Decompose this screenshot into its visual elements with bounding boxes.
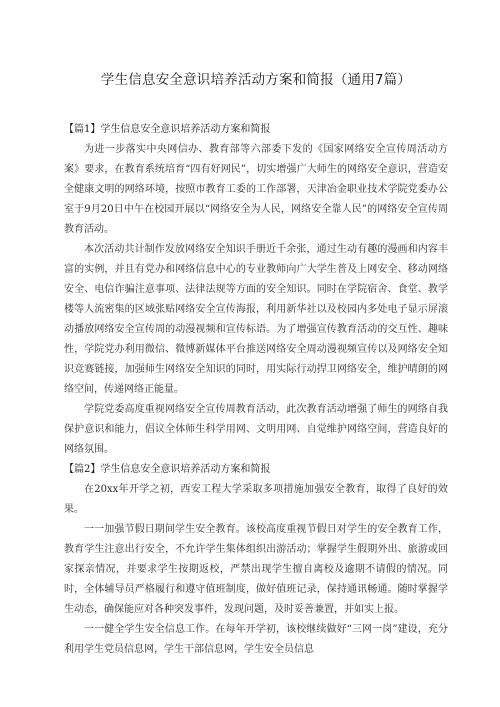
paragraph: 本次活动共计制作发放网络安全知识手册近千余张，通过生动有趣的漫画和内容丰富的实例，并且有党办和网络信息中心的专业教师向广大学生普及上网安全、移动网络安全、电信诈骗注意事项、法律法规等方面的安全知识。同时在学院宿舍、食堂、教学楼等人流密集的区域张贴网络安全宣传海报，利用新华社以及校园内多处电子显示屏滚动播放网络安全宣传周的动漫视频和宣传标语。为了增强宣传教育活动的交互性、趣味性，学院党办利用微信、微博新媒体平台推送网络安全周动漫视频宣传以及网络安全知识竞赛链接，加强师生网络安全知识的同时，用实际行动捍卫网络安全，维护晴朗的网络空间，传递网络正能量。	[64, 244, 448, 395]
paragraph: 学院党委高度重视网络安全宣传周教育活动，此次教育活动增强了师生的网络自我保护意识和能力，倡议全体师生科学用网、文明用网、自觉维护网络空间，营造良好的网络氛围。	[64, 404, 448, 455]
paragraph: 在20xx年开学之初，西安工程大学采取多项措施加强安全教育，取得了良好的效果。	[64, 484, 448, 515]
section-1	[64, 120, 448, 460]
section-2	[64, 460, 448, 660]
document-title: 学生信息安全意识培养活动方案和简报（通用7篇）	[100, 72, 412, 88]
paragraph: 一一加强节假日期间学生安全教育。该校高度重视节假日对学生的安全教育工作，教育学生注意出行安全，不允许学生集体组织出游活动；掌握学生假期外出、旅游或回家探亲情况，并要求学生按期返校，严禁出现学生擅自离校及逾期不请假的情况。同时，全体辅导员严格履行和遵守值班制度，做好值班记录，保持通讯畅通。随时掌握学生动态，确保能应对各种突发事件，发现问题，及时妥善兼置，并如实上报。	[64, 524, 448, 615]
section-heading: 【篇2】学生信息安全意识培养活动方案和简报	[64, 464, 271, 475]
section-heading: 【篇1】学生信息安全意识培养活动方案和简报	[64, 124, 271, 135]
paragraph: 为进一步落实中央网信办、教育部等六部委下发的《国家网络安全宣传周活动方案》要求，在教育系统培育“四有好网民”，切实增强广大师生的网络安全意识，营造安全健康文明的网络环境，按照市教育工委的工作部署，天津冶金职业技术学院党委办公室于9月20日中午在校园开展以“网络安全为人民，网络安全靠人民”的网络安全宣传周教育活动。	[64, 144, 448, 235]
paragraph: 一一健全学生安全信息工作。在每年开学初，该校继续做好“三网一岗”建设，充分利用学生党员信息网，学生干部信息网，学生安全员信息	[64, 624, 448, 655]
